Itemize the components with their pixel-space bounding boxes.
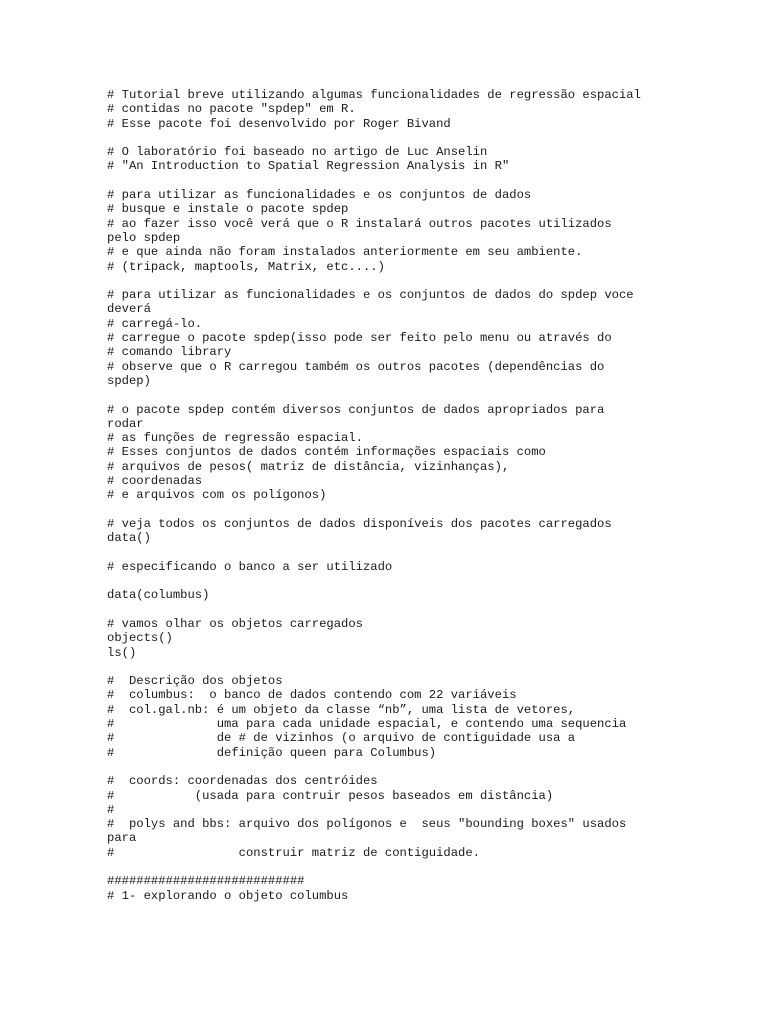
text-line: # Tutorial breve utilizando algumas funcionalidades de regressão espacial (107, 88, 641, 102)
text-line: # busque e instale o pacote spdep (107, 202, 349, 217)
text-line: # e que ainda não foram instalados anteriormente em seu ambiente. (107, 245, 583, 260)
text-line: # especificando o banco a ser utilizado (107, 559, 393, 574)
text-line: # ao fazer isso você verá que o R instalará outros pacotes utilizados (107, 216, 612, 231)
text-line: # columbus: o banco de dados contendo com 22 variáveis (107, 688, 517, 703)
text-line: ########################### (107, 874, 305, 889)
blank-line (107, 388, 667, 402)
document-page (107, 88, 667, 903)
text-line: # de # de vizinhos (o arquivo de contiguidade usa a (107, 731, 576, 746)
text-line: # contidas no pacote "spdep" em R. (107, 102, 356, 117)
blank-line (107, 603, 667, 617)
text-line: # vamos olhar os objetos carregados (107, 616, 363, 631)
text-line: # "An Introduction to Spatial Regression Analysis in R" (107, 159, 510, 174)
text-line: # observe que o R carregou também os outros pacotes (dependências do (107, 359, 605, 374)
blank-line (107, 760, 667, 774)
text-line: # definição queen para Columbus) (107, 745, 437, 760)
text-line: spdep) (107, 373, 151, 388)
text-line: # para utilizar as funcionalidades e os conjuntos de dados do spdep voce (107, 288, 634, 303)
text-line: # veja todos os conjuntos de dados disponíveis dos pacotes carregados (107, 516, 612, 531)
text-line: data() (107, 531, 151, 546)
text-line: # uma para cada unidade espacial, e contendo uma sequencia (107, 717, 627, 732)
text-line: # as funções de regressão espacial. (107, 431, 363, 446)
text-line: # (tripack, maptools, Matrix, etc....) (107, 259, 385, 274)
text-line: # coords: coordenadas dos centróides (107, 774, 378, 789)
text-line: # Esse pacote foi desenvolvido por Roger Bivand (107, 116, 451, 131)
text-line: para (107, 831, 137, 846)
text-line: # (107, 802, 115, 817)
blank-line (107, 860, 667, 874)
text-line: rodar (107, 416, 144, 431)
text-line: deverá (107, 302, 151, 317)
text-line: # e arquivos com os polígonos) (107, 488, 327, 503)
text-line: pelo spdep (107, 230, 181, 245)
text-line: # (usada para contruir pesos baseados em distância) (107, 788, 554, 803)
blank-line (107, 660, 667, 674)
text-line: # O laboratório foi baseado no artigo de Luc Anselin (107, 145, 488, 160)
text-line: # carregue o pacote spdep(isso pode ser feito pelo menu ou através do (107, 331, 612, 346)
text-line: # polys and bbs: arquivo dos polígonos e seus "bounding boxes" usados (107, 817, 627, 832)
text-line: # coordenadas (107, 474, 203, 489)
text-line: # comando library (107, 345, 232, 360)
text-line: # construir matriz de contiguidade. (107, 845, 480, 860)
text-line: ls() (107, 645, 137, 660)
text-line: data(columbus) (107, 588, 210, 603)
blank-line (107, 546, 667, 560)
blank-line (107, 574, 667, 588)
text-line: # Esses conjuntos de dados contém informações espaciais como (107, 445, 546, 460)
text-line: # para utilizar as funcionalidades e os conjuntos de dados (107, 188, 532, 203)
blank-line (107, 174, 667, 188)
text-line: # arquivos de pesos( matriz de distância, vizinhanças), (107, 459, 510, 474)
text-line: # carregá-lo. (107, 316, 203, 331)
blank-line (107, 503, 667, 517)
text-line: # 1- explorando o objeto columbus (107, 888, 349, 903)
text-line: # o pacote spdep contém diversos conjuntos de dados apropriados para (107, 402, 605, 417)
text-line: # Descrição dos objetos (107, 674, 283, 689)
text-line: # col.gal.nb: é um objeto da classe “nb”, uma lista de vetores, (107, 702, 576, 717)
blank-line (107, 131, 667, 145)
text-line: objects() (107, 631, 173, 646)
blank-line (107, 274, 667, 288)
